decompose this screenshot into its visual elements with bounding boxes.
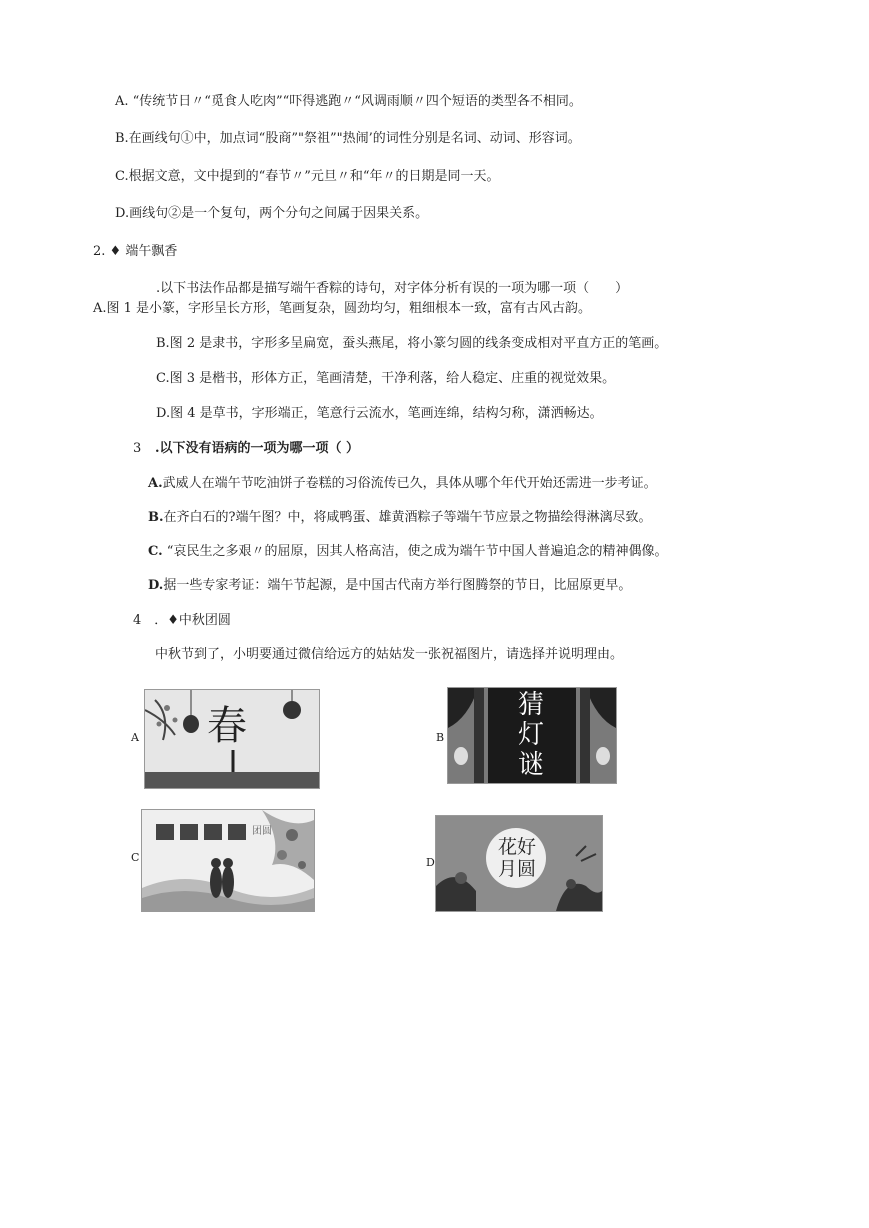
image-d-label: D [426,856,435,869]
q3-option-c-text: “哀民生之多艰〃的屈原，因其人格高洁，使之成为端午节中国人普遍追念的精神偶像。 [166,544,668,559]
q3-option-b-text: 在齐白石的?端午图？中，将咸鸭蛋、雄黄酒粽子等端午节应景之物描绘得淋漓尽致。 [163,510,652,525]
image-a-label: A [131,731,139,744]
image-c-reunion-card[interactable] [141,809,315,912]
q1-option-c: C.根据文意，文中提到的“春节〃”元旦〃和“年〃的日期是同一天。 [115,169,500,184]
q3-option-c-label: C. [148,544,163,559]
q2-stem: .以下书法作品都是描写端午香粽的诗句，对字体分析有误的一项为哪一项（ ） [156,281,629,296]
q3-option-b-label: B. [148,510,164,525]
q3-option-a-text: 武威人在端午节吃油饼子卷糕的习俗流传已久，具体从哪个年代开始还需进一步考证。 [162,476,657,491]
image-c-illustration [142,810,314,911]
q4-heading: 4 ．♦中秋团圆 [133,613,231,628]
q2-option-c: C.图 3 是楷书，形体方正，笔画清楚，干净利落，给人稳定、庄重的视觉效果。 [156,371,616,386]
image-c-label: C [131,851,140,864]
q3-option-d-label: D. [148,578,164,593]
q3-option-d [148,577,631,595]
q3-stem: .以下没有语病的一项为哪一项（ ） [155,441,360,456]
q3-option-a-label: A. [148,476,163,491]
q4-stem: 中秋节到了，小明要通过微信给远方的姑姑发一张祝福图片，请选择并说明理由。 [155,647,624,662]
image-a-spring-card[interactable] [144,689,320,789]
q1-option-a: A. “传统节日〃“觅食人吃肉”“吓得逃跑〃“风调雨顺〃四个短语的类型各不相同。 [115,94,582,109]
image-a-text: 春 [207,703,247,749]
q3-option-b [148,509,652,527]
q3-number: 3 [133,441,142,456]
image-b-lantern-riddle-card[interactable] [447,687,617,784]
q2-heading: 2. ♦ 端午飘香 [93,244,178,259]
q2-option-d: D.图 4 是草书，字形端正，笔意行云流水，笔画连绵，结构匀称，潇洒畅达。 [156,406,603,421]
q3-option-d-text: 据一些专家考证：端午节起源，是中国古代南方举行图腾祭的节日，比屈原更早。 [163,578,632,593]
image-b-label: B [436,731,445,744]
image-d-text: 花好月圆 [497,836,536,880]
image-d-full-moon-card[interactable] [435,815,603,912]
q2-option-b: B.图 2 是隶书，字形多呈扁宽，蚕头燕尾，将小篆匀圆的线条变成相对平直方正的笔画。 [156,336,668,351]
q3-option-a [148,475,657,493]
q1-option-d: D.画线句②是一个复句，两个分句之间属于因果关系。 [115,206,429,221]
image-c-text: 团圆 [252,826,272,837]
image-b-text: 猜灯谜 [517,690,544,780]
q3-option-c [148,543,667,561]
q1-option-b: B.在画线句①中，加点词“股商”"祭祖”"热闹’的词性分别是名词、动词、形容词。 [115,131,581,146]
q2-option-a: A.图 1 是小篆，字形呈长方形，笔画复杂，圆劲均匀，粗细根本一致，富有古风古韵。 [93,301,592,316]
